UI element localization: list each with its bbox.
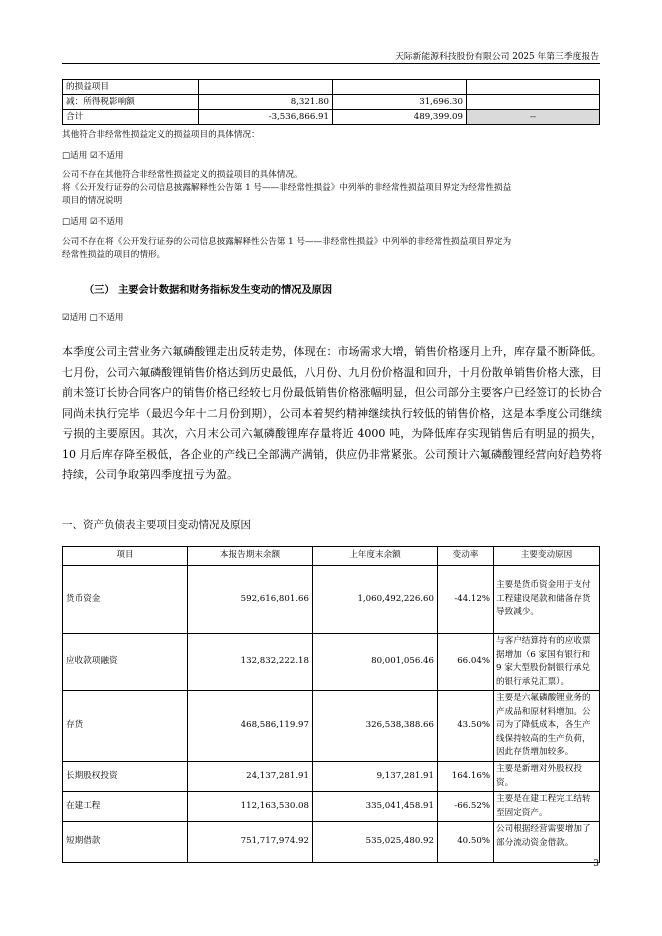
table-row bbox=[63, 822, 600, 863]
row-label: 减：所得税影响额 bbox=[63, 95, 199, 110]
other-items-text: 公司不存在其他符合非经常性损益定义的损益项目的具体情况。 bbox=[62, 170, 303, 180]
col-header-end-balance: 本报告期末余额 bbox=[188, 547, 313, 566]
current-value: 8,321.80 bbox=[199, 95, 333, 110]
row-label: 的损益项目 bbox=[63, 80, 199, 95]
table-row bbox=[63, 566, 600, 634]
change-rate: 43.50% bbox=[438, 691, 494, 762]
ytd-value: 31,696.30 bbox=[333, 95, 467, 110]
item-name: 货币资金 bbox=[63, 566, 188, 634]
item-name: 短期借款 bbox=[63, 822, 188, 863]
change-reason: 主要是六氟磷酸锂业务的产成品和原材料增加。公司为了降低成本，各生产线保持较高的生产负荷，因此存货增加较多。 bbox=[494, 691, 600, 762]
ytd-value bbox=[333, 80, 467, 95]
section-heading: （三） 主要会计数据和财务指标发生变动的情况及原因 bbox=[84, 285, 333, 296]
end-balance: 112,163,530.08 bbox=[188, 792, 313, 822]
applicability-check-2: □适用 ☑不适用 bbox=[62, 217, 124, 227]
page-header-title: 天际新能源科技股份有限公司 2025 年第三季度报告 bbox=[395, 52, 599, 62]
note-cell: -- bbox=[467, 110, 600, 125]
other-items-title: 其他符合非经常性损益定义的损益项目的具体情况： bbox=[62, 130, 260, 140]
end-balance: 468,586,119.97 bbox=[188, 691, 313, 762]
begin-balance: 535,025,480.92 bbox=[313, 822, 438, 863]
balance-sheet-changes-table bbox=[62, 546, 600, 863]
begin-balance: 1,060,492,226.60 bbox=[313, 566, 438, 634]
col-header-change-rate: 变动率 bbox=[438, 547, 494, 566]
not-exist-line-1: 公司不存在将《公开发行证券的公司信息披露解释性公告第 1 号——非经常性损益》中列举的非经常性损益项目界定为 bbox=[62, 237, 512, 247]
note-cell bbox=[467, 95, 600, 110]
change-reason: 主要是新增对外股权投资。 bbox=[494, 762, 600, 792]
end-balance: 24,137,281.91 bbox=[188, 762, 313, 792]
not-exist-line-2: 经常性损益的项目的情形。 bbox=[62, 250, 166, 260]
item-name: 应收款项融资 bbox=[63, 634, 188, 691]
current-value bbox=[199, 80, 333, 95]
table-row bbox=[63, 691, 600, 762]
end-balance: 751,717,974.92 bbox=[188, 822, 313, 863]
applicability-check-3: ☑适用 □不适用 bbox=[62, 313, 124, 323]
table-row bbox=[63, 762, 600, 792]
note-cell bbox=[467, 80, 600, 95]
col-header-begin-balance: 上年度末余额 bbox=[313, 547, 438, 566]
end-balance: 592,616,801.66 bbox=[188, 566, 313, 634]
page-number: 3 bbox=[593, 859, 599, 869]
begin-balance: 335,041,458.91 bbox=[313, 792, 438, 822]
change-rate: 40.50% bbox=[438, 822, 494, 863]
change-rate: -66.52% bbox=[438, 792, 494, 822]
current-value: -3,536,866.91 bbox=[199, 110, 333, 125]
header-rule bbox=[62, 63, 600, 64]
col-header-item: 项目 bbox=[63, 547, 188, 566]
table-row bbox=[63, 110, 600, 125]
begin-balance: 80,001,056.46 bbox=[313, 634, 438, 691]
table-row bbox=[63, 792, 600, 822]
change-reason: 主要是在建工程完工结转至固定资产。 bbox=[494, 792, 600, 822]
row-label: 合计 bbox=[63, 110, 199, 125]
explanation-line-2: 项目的情况说明 bbox=[62, 196, 123, 206]
change-reason: 公司根据经营需要增加了部分流动资金借款。 bbox=[494, 822, 600, 863]
table-row bbox=[63, 634, 600, 691]
col-header-reason: 主要变动原因 bbox=[494, 547, 600, 566]
item-name: 在建工程 bbox=[63, 792, 188, 822]
item-name: 长期股权投资 bbox=[63, 762, 188, 792]
change-reason-paragraph: 本季度公司主营业务六氟磷酸锂走出反转走势，体现在：市场需求大增，销售价格逐月上升，库存量不断降低。七月份，公司六氟磷酸锂销售价格达到历史最低，八月份、九月份价格温和回升，十月份散单销售价格大涨，目前未签订长协合同客户的销售价格已经较七月份最低销售价格涨幅明显，但公司部分主要客户已经签订的长协合同尚未执行完毕（最迟今年十二月份到期），公司本着契约精神继续执行较低的销售价格，这是本季度公司继续亏损的主要原因。其次，六月末公司六氟磷酸锂库存量将近 4000 吨，为降低库存实现销售后有明显的损失，10 月后库存降至极低，各企业的产线已全部满产满销，供应仍非常紧张。公司预计六氟磷酸锂经营向好趋势将持续，公司争取第四季度扭亏为盈。 bbox=[62, 345, 602, 481]
change-rate: 164.16% bbox=[438, 762, 494, 792]
table-row bbox=[63, 80, 600, 95]
item-name: 存货 bbox=[63, 691, 188, 762]
table-header-row bbox=[63, 547, 600, 566]
table-row bbox=[63, 95, 600, 110]
end-balance: 132,832,222.18 bbox=[188, 634, 313, 691]
subsection-title: 一、资产负债表主要项目变动情况及原因 bbox=[62, 519, 251, 531]
explanation-line-1: 将《公开发行证券的公司信息披露解释性公告第 1 号——非经常性损益》中列举的非经常性损益项目界定为经常性损益 bbox=[62, 183, 512, 193]
begin-balance: 9,137,281.91 bbox=[313, 762, 438, 792]
change-rate: 66.04% bbox=[438, 634, 494, 691]
nonrecurring-summary-table bbox=[62, 79, 600, 125]
change-reason: 主要是货币资金用于支付工程建设尾款和储备存货导致减少。 bbox=[494, 566, 600, 634]
begin-balance: 326,538,388.66 bbox=[313, 691, 438, 762]
change-reason: 与客户结算持有的应收票据增加（6 家国有银行和 9 家大型股份制银行承兑的银行承兑汇票）。 bbox=[494, 634, 600, 691]
applicability-check-1: □适用 ☑不适用 bbox=[62, 151, 124, 161]
ytd-value: 489,399.09 bbox=[333, 110, 467, 125]
change-rate: -44.12% bbox=[438, 566, 494, 634]
